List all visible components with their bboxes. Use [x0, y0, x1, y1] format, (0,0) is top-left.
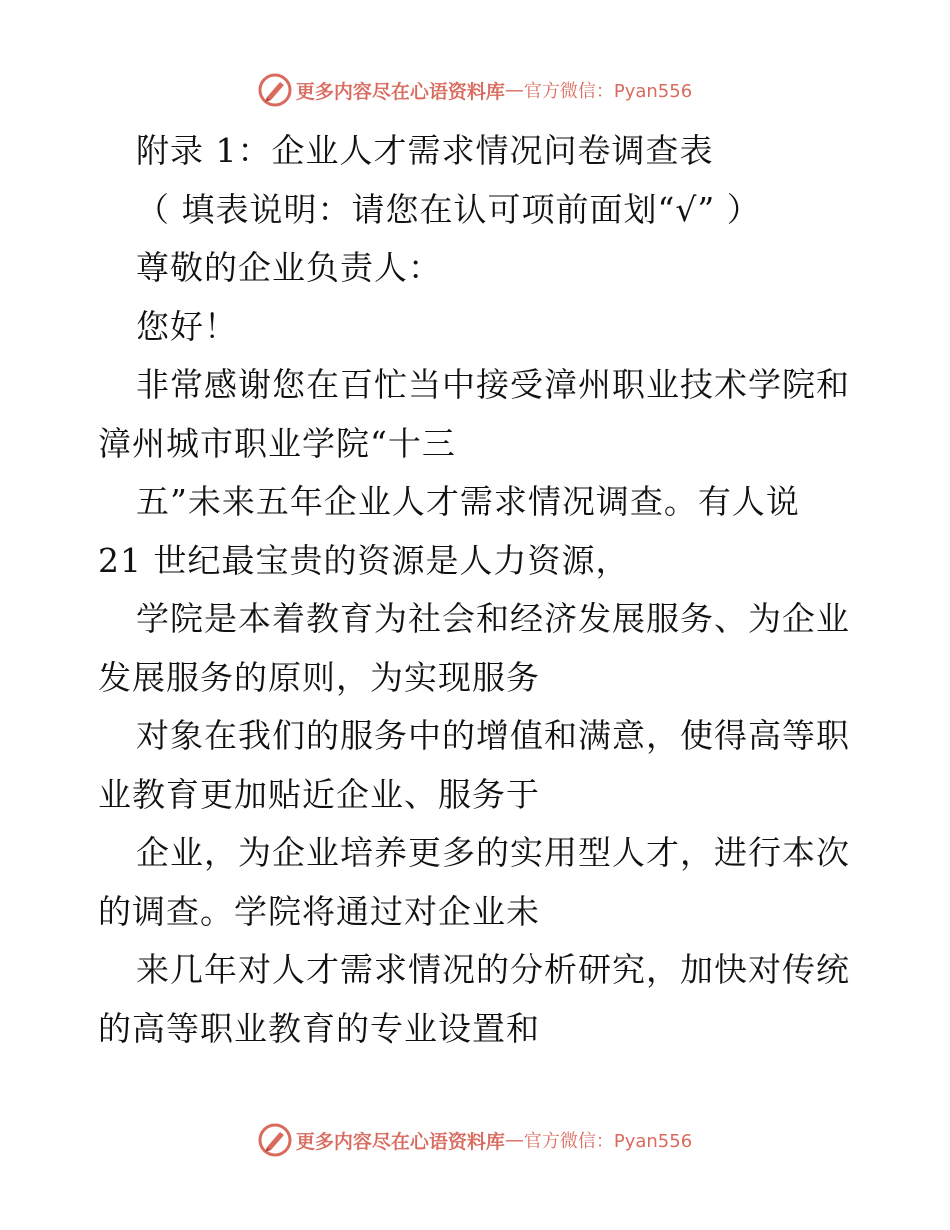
banner-dash: — [504, 79, 524, 101]
paragraph-line: 企业，为企业培养更多的实用型人才，进行本次 [136, 833, 850, 872]
paragraph-line: 漳州城市职业学院“十三 [98, 423, 456, 463]
banner-brand-text: 更多内容尽在心语资料库 [295, 80, 505, 103]
salutation: 尊敬的企业负责人： [136, 248, 442, 287]
banner-dash: — [504, 1129, 524, 1151]
banner-wechat-text: 官方微信：Pyan556 [523, 81, 693, 102]
footer-watermark-banner [0, 1120, 950, 1160]
paragraph-line: 学院是本着教育为社会和经济发展服务、为企业 [136, 599, 850, 638]
greeting: 您好！ [136, 306, 238, 346]
banner-brand-text: 更多内容尽在心语资料库 [295, 1130, 505, 1153]
paragraph-line: 来几年对人才需求情况的分析研究，加快对传统 [136, 950, 850, 989]
paragraph-line: 的调查。学院将通过对企业未 [98, 891, 540, 931]
paragraph-line: 发展服务的原则，为实现服务 [98, 657, 540, 697]
paragraph-line: 非常感谢您在百忙当中接受漳州职业技术学院和 [136, 365, 850, 404]
paragraph-line: 五”未来五年企业人才需求情况调查。有人说 [136, 482, 800, 521]
pen-logo-icon [258, 1123, 292, 1157]
pen-logo-icon [258, 73, 292, 107]
paragraph-line: 对象在我们的服务中的增值和满意，使得高等职 [136, 716, 850, 755]
paragraph-line: 21 世纪最宝贵的资源是人力资源， [98, 540, 630, 580]
paragraph-line: 业教育更加贴近企业、服务于 [98, 774, 540, 814]
appendix-title: 附录 1：企业人才需求情况问卷调查表 [136, 131, 714, 170]
paragraph-line: 的高等职业教育的专业设置和 [98, 1008, 540, 1048]
banner-wechat-text: 官方微信：Pyan556 [523, 1131, 693, 1152]
fill-instructions: （ 填表说明：请您在认可项前面划“√” ） [136, 189, 761, 229]
header-watermark-banner [0, 70, 950, 110]
document-body [98, 122, 858, 1058]
